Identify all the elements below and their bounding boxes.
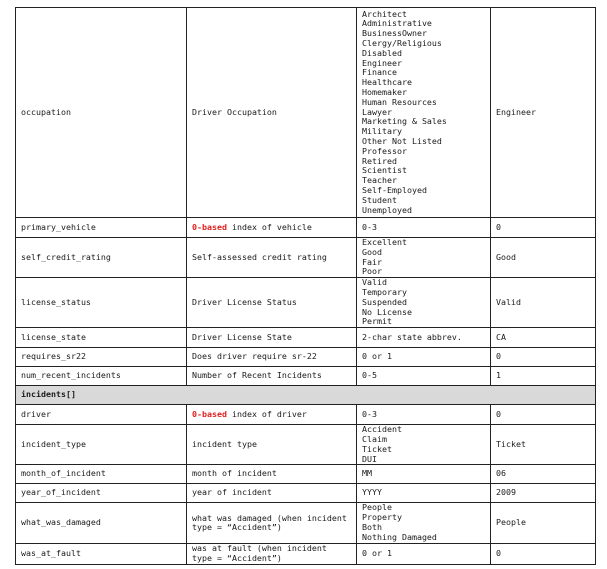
field-name: occupation: [16, 8, 187, 218]
value-option: Administrative: [362, 18, 432, 29]
value-option: Scientist: [362, 165, 407, 176]
value-option: Suspended: [362, 296, 407, 307]
example-value: 0: [491, 543, 596, 564]
example-value: Engineer: [491, 8, 596, 218]
field-description: Self-assessed credit rating: [187, 238, 357, 278]
table-row: [16, 543, 596, 564]
allowed-values: MM: [357, 465, 491, 484]
example-value: CA: [491, 328, 596, 348]
field-name: primary_vehicle: [16, 218, 187, 238]
field-description: year of incident: [187, 484, 357, 503]
field-description: what was damaged (when incident type = “Accident”): [187, 503, 357, 543]
field-spec-table: [15, 7, 596, 565]
field-name: requires_sr22: [16, 348, 187, 367]
table-row: [16, 484, 596, 503]
table-row: [16, 328, 596, 348]
example-value: 0: [491, 405, 596, 425]
value-option: Marketing & Sales: [362, 116, 447, 127]
value-option: DUI: [362, 453, 377, 464]
field-name: incident_type: [16, 425, 187, 465]
example-value: 06: [491, 465, 596, 484]
field-description: Number of Recent Incidents: [187, 367, 357, 386]
field-name: year_of_incident: [16, 484, 187, 503]
value-option: Professor: [362, 145, 407, 156]
field-name: license_state: [16, 328, 187, 348]
value-option: Nothing Damaged: [362, 531, 437, 542]
value-option: Retired: [362, 155, 397, 166]
field-description: Driver Occupation: [187, 8, 357, 218]
value-option: Valid: [362, 277, 387, 288]
field-name: self_credit_rating: [16, 238, 187, 278]
value-option: Finance: [362, 67, 397, 78]
value-option: Healthcare: [362, 77, 412, 88]
value-option: BusinessOwner: [362, 28, 427, 39]
example-value: Ticket: [491, 425, 596, 465]
table-row: [16, 348, 596, 367]
example-value: 0: [491, 218, 596, 238]
value-option: Self-Employed: [362, 184, 427, 195]
value-option: Homemaker: [362, 87, 407, 97]
value-option: Excellent: [362, 237, 407, 247]
allowed-values: [357, 238, 491, 278]
allowed-values: 0-3: [357, 218, 491, 238]
field-description: incident type: [187, 425, 357, 465]
field-description: was at fault (when incident type = “Accident”): [187, 543, 357, 564]
value-option: People: [362, 502, 392, 513]
example-value: Valid: [491, 278, 596, 328]
table-row: [16, 8, 596, 218]
description-text: index of driver: [226, 408, 307, 419]
value-option: Human Resources: [362, 96, 437, 107]
allowed-values: [357, 278, 491, 328]
allowed-values: [357, 503, 491, 543]
field-description: [187, 218, 357, 238]
value-option: Ticket: [362, 443, 392, 454]
description-text: index of vehicle: [226, 221, 312, 232]
field-name: month_of_incident: [16, 465, 187, 484]
table-row: [16, 425, 596, 465]
value-option: Lawyer: [362, 106, 392, 117]
allowed-values: 0 or 1: [357, 543, 491, 564]
section-header-row: [16, 386, 596, 405]
table-row: [16, 218, 596, 238]
field-name: was_at_fault: [16, 543, 187, 564]
value-option: Good: [362, 246, 382, 257]
table-row: [16, 465, 596, 484]
field-name: what_was_damaged: [16, 503, 187, 543]
value-option: Unemployed: [362, 204, 412, 215]
value-option: Military: [362, 126, 402, 137]
example-value: Good: [491, 238, 596, 278]
value-option: Teacher: [362, 175, 397, 186]
table-row: [16, 405, 596, 425]
allowed-values: 0 or 1: [357, 348, 491, 367]
value-option: Engineer: [362, 57, 402, 68]
table-row: [16, 503, 596, 543]
field-description: month of incident: [187, 465, 357, 484]
example-value: People: [491, 503, 596, 543]
value-option: Fair: [362, 256, 382, 267]
example-value: 0: [491, 348, 596, 367]
zero-based-label: 0-based: [192, 221, 227, 232]
zero-based-label: 0-based: [192, 408, 227, 419]
example-value: 1: [491, 367, 596, 386]
value-option: Claim: [362, 433, 387, 444]
value-option: Accident: [362, 424, 402, 435]
value-option: Poor: [362, 266, 382, 277]
value-option: Property: [362, 512, 402, 523]
value-option: No License: [362, 306, 412, 317]
field-description: Does driver require sr-22: [187, 348, 357, 367]
field-description: [187, 405, 357, 425]
value-option: Other Not Listed: [362, 135, 442, 146]
table-row: [16, 238, 596, 278]
field-description: Driver License State: [187, 328, 357, 348]
value-option: Disabled: [362, 47, 402, 58]
field-name: driver: [16, 405, 187, 425]
allowed-values: 2-char state abbrev.: [357, 328, 491, 348]
field-description: Driver License Status: [187, 278, 357, 328]
allowed-values: YYYY: [357, 484, 491, 503]
table-row: [16, 278, 596, 328]
table-row: [16, 367, 596, 386]
field-name: num_recent_incidents: [16, 367, 187, 386]
allowed-values: [357, 425, 491, 465]
value-option: Clergy/Religious: [362, 38, 442, 49]
value-option: Permit: [362, 316, 392, 327]
example-value: 2009: [491, 484, 596, 503]
value-option: Temporary: [362, 286, 407, 297]
value-option: Student: [362, 194, 397, 205]
allowed-values: [357, 8, 491, 218]
section-title: incidents[]: [16, 386, 596, 405]
field-name: license_status: [16, 278, 187, 328]
value-option: Architect: [362, 8, 407, 19]
allowed-values: 0-5: [357, 367, 491, 386]
value-option: Both: [362, 521, 382, 532]
allowed-values: 0-3: [357, 405, 491, 425]
